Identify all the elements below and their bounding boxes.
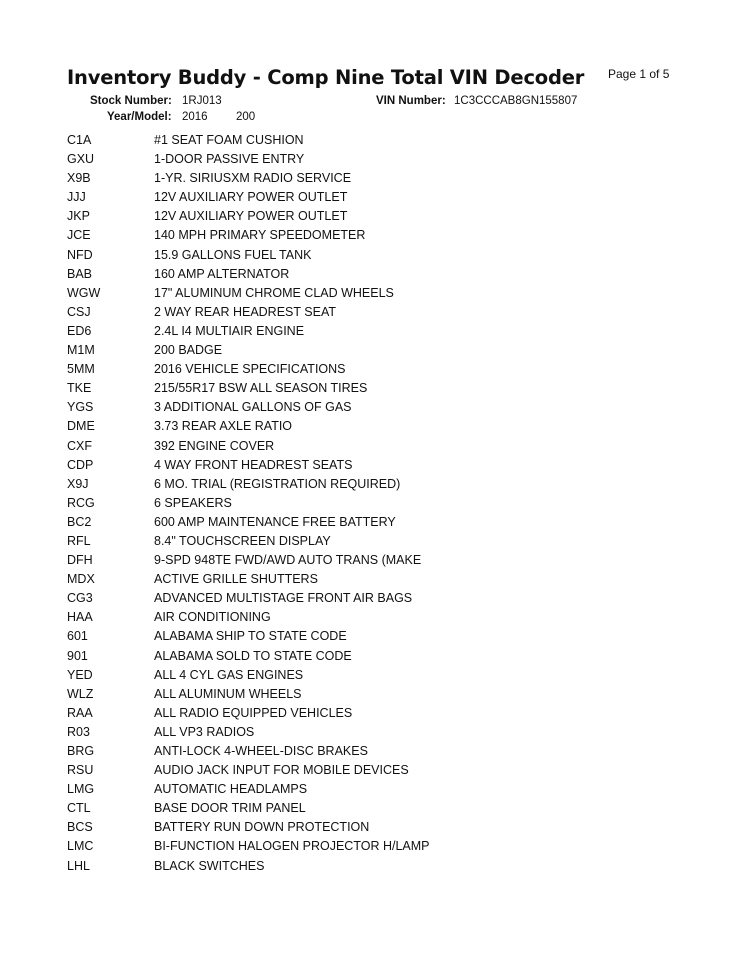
option-code: JCE [67, 228, 91, 243]
option-description: BI-FUNCTION HALOGEN PROJECTOR H/LAMP [154, 839, 430, 854]
option-code: ED6 [67, 323, 92, 338]
option-code: LMG [67, 782, 95, 797]
page-title: Inventory Buddy - Comp Nine Total VIN Decoder [67, 66, 585, 89]
option-row [67, 647, 430, 666]
option-row [67, 532, 430, 551]
option-code: TKE [67, 381, 92, 396]
option-description: ALABAMA SOLD TO STATE CODE [154, 648, 352, 663]
option-description: 1-YR. SIRIUSXM RADIO SERVICE [154, 171, 352, 186]
option-code: CDP [67, 457, 94, 472]
option-code: HAA [67, 610, 93, 625]
option-code: X9J [67, 476, 89, 491]
model-value: 200 [236, 111, 256, 123]
option-row [67, 704, 430, 723]
option-row [67, 818, 430, 837]
option-description: 6 MO. TRIAL (REGISTRATION REQUIRED) [154, 476, 401, 491]
option-row [67, 723, 430, 742]
option-description: ALABAMA SHIP TO STATE CODE [154, 629, 347, 644]
option-row [67, 685, 430, 704]
option-code: CTL [67, 801, 91, 816]
option-row [67, 207, 430, 226]
option-code: CXF [67, 438, 92, 453]
option-row [67, 761, 430, 780]
option-code: RSU [67, 763, 94, 778]
option-row [67, 169, 430, 188]
option-row [67, 303, 430, 322]
option-description: 12V AUXILIARY POWER OUTLET [154, 209, 348, 224]
option-description: AUDIO JACK INPUT FOR MOBILE DEVICES [154, 763, 409, 778]
option-row [67, 284, 430, 303]
option-code: WGW [67, 285, 101, 300]
option-code: DFH [67, 553, 93, 568]
option-description: BASE DOOR TRIM PANEL [154, 801, 306, 816]
option-code-list [67, 131, 430, 876]
option-code: LHL [67, 858, 90, 873]
page-number: Page 1 of 5 [608, 67, 670, 81]
option-row [67, 475, 430, 494]
option-row [67, 150, 430, 169]
option-code: CG3 [67, 591, 93, 606]
option-description: 4 WAY FRONT HEADREST SEATS [154, 457, 353, 472]
option-row [67, 417, 430, 436]
option-description: 2016 VEHICLE SPECIFICATIONS [154, 362, 346, 377]
option-row [67, 437, 430, 456]
option-row [67, 360, 430, 379]
year-value: 2016 [182, 111, 208, 123]
option-description: ANTI-LOCK 4-WHEEL-DISC BRAKES [154, 744, 368, 758]
option-row [67, 589, 430, 608]
option-code: NFD [67, 247, 93, 262]
option-row [67, 799, 430, 818]
option-description: 8.4" TOUCHSCREEN DISPLAY [154, 533, 331, 548]
option-description: AIR CONDITIONING [154, 610, 271, 625]
option-code: BC2 [67, 514, 92, 529]
option-description: ALL RADIO EQUIPPED VEHICLES [154, 705, 353, 720]
option-row [67, 780, 430, 799]
option-code: GXU [67, 152, 95, 167]
option-row [67, 837, 430, 856]
option-code: BAB [67, 266, 93, 281]
option-description: 2 WAY REAR HEADREST SEAT [154, 304, 336, 319]
option-row [67, 379, 430, 398]
option-description: 9-SPD 948TE FWD/AWD AUTO TRANS (MAKE [154, 553, 422, 568]
year-model-label: Year/Model: [107, 111, 172, 123]
option-description: 17" ALUMINUM CHROME CLAD WHEELS [154, 285, 394, 300]
option-code: YED [67, 667, 93, 682]
option-row [67, 246, 430, 265]
option-description: ALL 4 CYL GAS ENGINES [154, 667, 304, 682]
option-row [67, 627, 430, 646]
option-row [67, 551, 430, 570]
option-description: 215/55R17 BSW ALL SEASON TIRES [154, 381, 368, 396]
stock-number-value: 1RJ013 [182, 95, 222, 107]
option-description: ALL ALUMINUM WHEELS [154, 686, 302, 701]
option-description: 12V AUXILIARY POWER OUTLET [154, 190, 348, 205]
option-code: YGS [67, 400, 94, 415]
option-description: #1 SEAT FOAM CUSHION [154, 133, 304, 147]
option-row [67, 265, 430, 284]
option-description: 3 ADDITIONAL GALLONS OF GAS [154, 400, 352, 415]
option-description: ACTIVE GRILLE SHUTTERS [154, 572, 318, 587]
option-row [67, 742, 430, 761]
option-code: X9B [67, 171, 91, 186]
option-code: R03 [67, 724, 90, 739]
option-description: BATTERY RUN DOWN PROTECTION [154, 820, 370, 835]
option-row [67, 131, 430, 150]
option-code: JKP [67, 209, 90, 224]
option-row [67, 494, 430, 513]
option-code: DME [67, 419, 95, 434]
vin-number-label: VIN Number: [376, 95, 446, 107]
option-description: 1-DOOR PASSIVE ENTRY [154, 152, 305, 167]
option-code: MDX [67, 572, 95, 587]
option-code: WLZ [67, 686, 94, 701]
option-code: BCS [67, 820, 93, 835]
option-description: 2.4L I4 MULTIAIR ENGINE [154, 323, 305, 338]
option-code: RCG [67, 495, 95, 510]
option-description: BLACK SWITCHES [154, 858, 265, 873]
option-code: M1M [67, 343, 95, 358]
option-row [67, 456, 430, 475]
option-row [67, 322, 430, 341]
option-row [67, 513, 430, 532]
option-code: 901 [67, 648, 88, 663]
stock-number-label: Stock Number: [90, 95, 172, 107]
option-code: LMC [67, 839, 94, 854]
option-code: BRG [67, 744, 95, 758]
option-description: 6 SPEAKERS [154, 495, 232, 510]
option-code: JJJ [67, 190, 86, 205]
option-description: 600 AMP MAINTENANCE FREE BATTERY [154, 514, 396, 529]
option-code: C1A [67, 133, 92, 147]
vin-number-value: 1C3CCCAB8GN155807 [454, 95, 578, 107]
option-code: CSJ [67, 304, 91, 319]
option-row [67, 188, 430, 207]
option-code: RAA [67, 705, 93, 720]
option-row [67, 570, 430, 589]
option-code: 5MM [67, 362, 95, 377]
option-description: ALL VP3 RADIOS [154, 724, 255, 739]
option-code: RFL [67, 533, 91, 548]
option-row [67, 666, 430, 685]
option-description: 200 BADGE [154, 343, 223, 358]
option-description: 392 ENGINE COVER [154, 438, 275, 453]
option-row [67, 608, 430, 627]
option-description: 15.9 GALLONS FUEL TANK [154, 247, 312, 262]
option-code: 601 [67, 629, 88, 644]
option-row [67, 398, 430, 417]
option-row [67, 857, 430, 876]
option-description: ADVANCED MULTISTAGE FRONT AIR BAGS [154, 591, 413, 606]
option-description: 160 AMP ALTERNATOR [154, 266, 290, 281]
option-description: 3.73 REAR AXLE RATIO [154, 419, 293, 434]
option-description: AUTOMATIC HEADLAMPS [154, 782, 308, 797]
option-row [67, 341, 430, 360]
option-row [67, 226, 430, 245]
option-description: 140 MPH PRIMARY SPEEDOMETER [154, 228, 366, 243]
